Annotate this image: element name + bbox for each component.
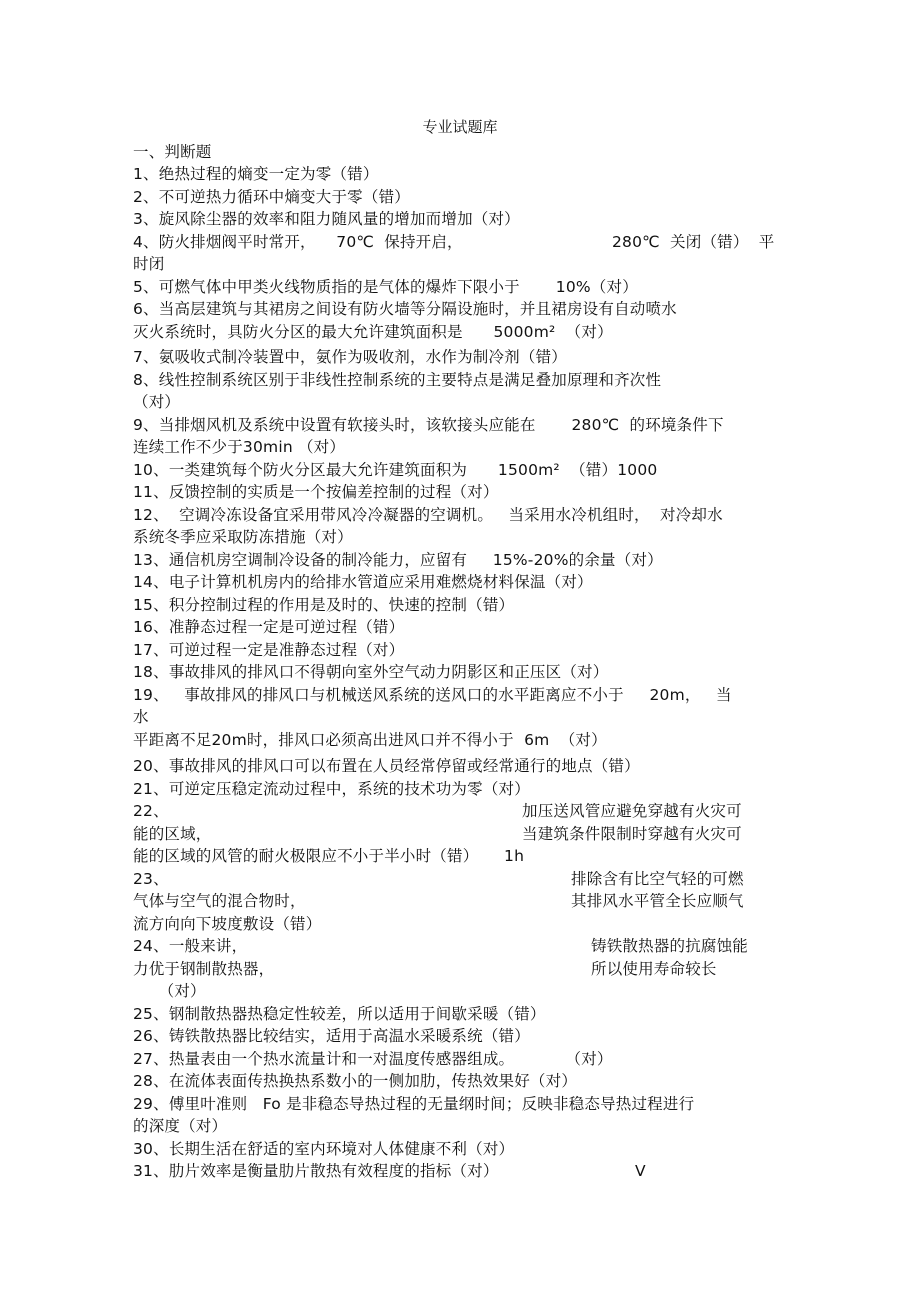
question-line: 17、可逆过程一定是准静态过程（对） <box>133 641 405 659</box>
question-line: 14、电子计算机机房内的给排水管道应采用难燃烧材料保温（对） <box>133 573 593 591</box>
check-mark: V <box>635 1162 646 1180</box>
question-line: 连续工作不少于30min （对） <box>133 438 346 456</box>
section-heading: 一、判断题 <box>133 143 212 161</box>
question-line: （对） <box>133 982 206 1000</box>
question-line-right: 加压送风管应避免穿越有火灾可 <box>522 802 742 820</box>
question-line: 2、不可逆热力循环中熵变大于零（错） <box>133 188 410 206</box>
question-line-right: 铸铁散热器的抗腐蚀能 <box>591 937 749 955</box>
question-line: 1、绝热过程的熵变一定为零（错） <box>133 165 379 183</box>
page-title: 专业试题库 <box>422 118 498 136</box>
question-line: 29、傅里叶准则 Fo 是非稳态导热过程的无量纲时间；反映非稳态导热过程进行 <box>133 1095 695 1113</box>
question-line: 25、钢制散热器热稳定性较差，所以适用于间歇采暖（错） <box>133 1005 546 1023</box>
question-line: 24、一般来讲， <box>133 937 248 955</box>
question-line: 8、线性控制系统区别于非线性控制系统的主要特点是满足叠加原理和齐次性 <box>133 371 662 389</box>
question-line: 能的区域的风管的耐火极限应不小于半小时（错） 1h <box>133 847 525 865</box>
question-line: 10、一类建筑每个防火分区最大允许建筑面积为 1500m² （错）1000 <box>133 461 658 479</box>
question-line: 18、事故排风的排风口不得朝向室外空气动力阴影区和正压区（对） <box>133 663 609 681</box>
question-line: 9、当排烟风机及系统中设置有软接头时，该软接头应能在 280℃ 的环境条件下 <box>133 416 724 434</box>
question-line-right: 所以使用寿命较长 <box>591 960 717 978</box>
question-line: 23、 <box>133 870 169 888</box>
question-line-right: 排除含有比空气轻的可燃 <box>571 870 744 888</box>
question-line: 15、积分控制过程的作用是及时的、快速的控制（错） <box>133 596 515 614</box>
question-line: 水 <box>133 708 149 726</box>
question-line: 28、在流体表面传热换热系数小的一侧加肋，传热效果好（对） <box>133 1072 578 1090</box>
question-line: （对） <box>133 393 181 411</box>
question-line: 5、可燃气体中甲类火线物质指的是气体的爆炸下限小于 10%（对） <box>133 278 638 296</box>
question-line-right: 280℃ 关闭（错） 平 <box>612 233 775 251</box>
question-line: 流方向向下坡度敷设（错） <box>133 915 322 933</box>
question-line: 7、氨吸收式制冷装置中，氨作为吸收剂，水作为制冷剂（错） <box>133 348 567 366</box>
question-line: 力优于钢制散热器， <box>133 960 275 978</box>
question-line: 4、防火排烟阀平时常开， 70℃ 保持开启， <box>133 233 463 251</box>
question-line: 12、 空调冷冻设备宜采用带风冷冷凝器的空调机。 当采用水冷机组时， 对冷却水 <box>133 506 723 524</box>
question-line-right: 当建筑条件限制时穿越有火灾可 <box>522 825 742 843</box>
question-line-right: 其排风水平管全长应顺气 <box>571 892 744 910</box>
question-line: 灭火系统时，具防火分区的最大允许建筑面积是 5000m² （对） <box>133 323 613 341</box>
question-line: 13、通信机房空调制冷设备的制冷能力，应留有 15%-20%的余量（对） <box>133 551 663 569</box>
question-line: 31、肋片效率是衡量肋片散热有效程度的指标（对） <box>133 1162 499 1180</box>
question-line: 能的区域， <box>133 825 212 843</box>
question-line: 6、当高层建筑与其裙房之间设有防火墙等分隔设施时，并且裙房设有自动喷水 <box>133 300 677 318</box>
question-line: 平距离不足20m时，排风口必须高出进风口并不得小于 6m （对） <box>133 731 607 749</box>
question-line: 3、旋风除尘器的效率和阻力随风量的增加而增加（对） <box>133 210 520 228</box>
question-line: 22、 <box>133 802 169 820</box>
question-line: 11、反馈控制的实质是一个按偏差控制的过程（对） <box>133 483 499 501</box>
question-line: 19、 事故排风的排风口与机械送风系统的送风口的水平距离应不小于 20m， 当 <box>133 686 732 704</box>
question-line: 16、准静态过程一定是可逆过程（错） <box>133 618 405 636</box>
question-line: 27、热量表由一个热水流量计和一对温度传感器组成。 （对） <box>133 1050 613 1068</box>
question-line: 气体与空气的混合物时， <box>133 892 306 910</box>
question-line: 20、事故排风的排风口可以布置在人员经常停留或经常通行的地点（错） <box>133 757 640 775</box>
question-line: 时闭 <box>133 255 165 273</box>
question-line: 系统冬季应采取防冻措施（对） <box>133 528 353 546</box>
question-line: 的深度（对） <box>133 1117 228 1135</box>
question-line: 30、长期生活在舒适的室内环境对人体健康不利（对） <box>133 1140 515 1158</box>
question-line: 21、可逆定压稳定流动过程中，系统的技术功为零（对） <box>133 780 530 798</box>
question-line: 26、铸铁散热器比较结实，适用于高温水采暖系统（错） <box>133 1027 530 1045</box>
